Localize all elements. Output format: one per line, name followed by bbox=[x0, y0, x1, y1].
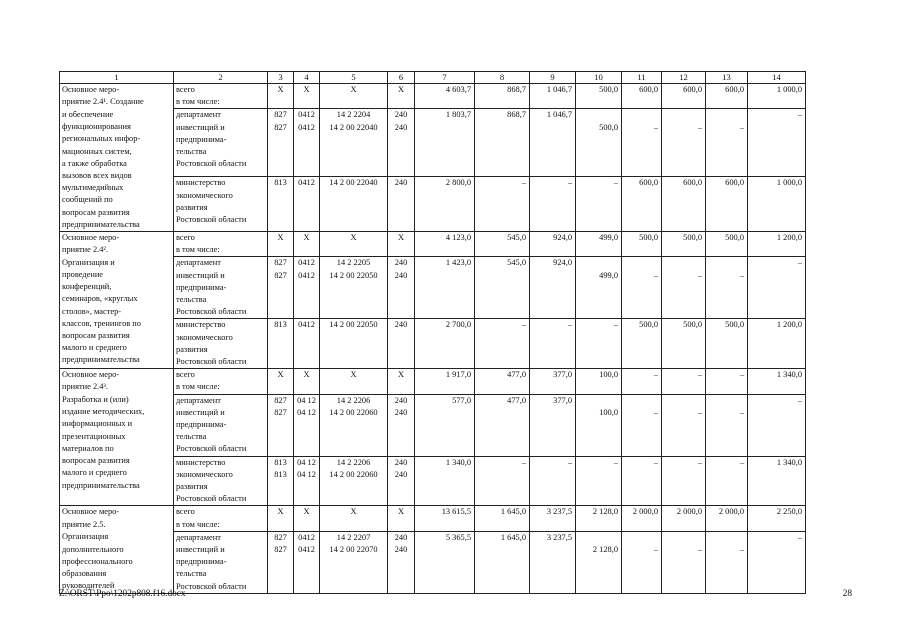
header-cell: 7 bbox=[415, 72, 475, 84]
header-cell: 4 bbox=[294, 72, 320, 84]
header-cell: 6 bbox=[388, 72, 415, 84]
header-cell: 13 bbox=[706, 72, 748, 84]
data-cell: 14 2 00 22050 bbox=[320, 319, 388, 369]
data-cell: 1 000,0 bbox=[748, 84, 806, 109]
table-row bbox=[60, 84, 806, 109]
data-cell: – bbox=[530, 177, 576, 232]
data-cell: 924,0 bbox=[530, 231, 576, 256]
header-cell: 2 bbox=[174, 72, 268, 84]
data-cell: 600,0 bbox=[622, 84, 662, 109]
data-cell: Х bbox=[388, 369, 415, 394]
data-cell: – bbox=[706, 531, 748, 593]
data-cell: 377,0 bbox=[530, 369, 576, 394]
data-cell: 500,0 bbox=[622, 319, 662, 369]
data-cell: 1 645,0 bbox=[475, 531, 530, 593]
data-cell: 545,0 bbox=[475, 257, 530, 319]
header-row bbox=[60, 72, 806, 84]
data-cell: всего в том числе: bbox=[174, 231, 268, 256]
data-cell: – bbox=[662, 456, 706, 506]
data-cell: 827 827 bbox=[268, 109, 294, 177]
data-cell: 14 2 2206 14 2 00 22060 bbox=[320, 456, 388, 506]
header-cell: 1 bbox=[60, 72, 174, 84]
data-cell: – bbox=[530, 456, 576, 506]
data-cell: 1 803,7 bbox=[415, 109, 475, 177]
data-cell: Х bbox=[320, 84, 388, 109]
data-cell: – bbox=[662, 109, 706, 177]
data-cell: 2 700,0 bbox=[415, 319, 475, 369]
data-cell: Х bbox=[320, 506, 388, 531]
data-cell: 1 200,0 bbox=[748, 319, 806, 369]
data-cell: Х bbox=[320, 369, 388, 394]
table-row bbox=[60, 394, 806, 456]
data-cell: – bbox=[622, 109, 662, 177]
data-cell: – bbox=[576, 177, 622, 232]
measure-title: Основное меро- приятие 2.4². bbox=[60, 231, 174, 256]
data-cell: 1 340,0 bbox=[748, 369, 806, 394]
data-cell: 2 128,0 bbox=[576, 506, 622, 531]
data-cell: 2 250,0 bbox=[748, 506, 806, 531]
data-cell: 827 827 bbox=[268, 257, 294, 319]
data-cell: 13 615,5 bbox=[415, 506, 475, 531]
data-cell: – bbox=[576, 319, 622, 369]
data-cell: 3 237,5 bbox=[530, 506, 576, 531]
data-cell: – bbox=[662, 531, 706, 593]
data-cell: – bbox=[706, 456, 748, 506]
data-cell: – bbox=[662, 369, 706, 394]
data-cell: 0412 0412 bbox=[294, 531, 320, 593]
data-cell: – bbox=[706, 394, 748, 456]
data-cell: департамент инвестиций и предпринима- тельства Ростовской области bbox=[174, 257, 268, 319]
data-cell: 04 12 04 12 bbox=[294, 394, 320, 456]
data-cell: 0412 0412 bbox=[294, 257, 320, 319]
data-cell: министерство экономического развития Ростовской области bbox=[174, 456, 268, 506]
data-cell: 240 bbox=[388, 177, 415, 232]
data-cell: 1 000,0 bbox=[748, 177, 806, 232]
data-cell: 500,0 bbox=[576, 84, 622, 109]
data-cell: 1 200,0 bbox=[748, 231, 806, 256]
data-cell: 600,0 bbox=[662, 177, 706, 232]
data-cell: – bbox=[706, 257, 748, 319]
table-row bbox=[60, 369, 806, 394]
data-cell: всего в том числе: bbox=[174, 506, 268, 531]
data-cell: 600,0 bbox=[706, 84, 748, 109]
data-cell: Х bbox=[294, 369, 320, 394]
data-cell: 2 128,0 bbox=[576, 531, 622, 593]
data-cell: Х bbox=[388, 506, 415, 531]
data-cell: 240 240 bbox=[388, 394, 415, 456]
data-cell: 827 827 bbox=[268, 531, 294, 593]
table-row bbox=[60, 506, 806, 531]
measure-title-cont: Организация и проведение конференций, семинаров, «круглых столов», мастер- классов, тренингов по вопросам развития малого и среднего предпринимательства bbox=[60, 257, 174, 369]
data-cell: Х bbox=[268, 506, 294, 531]
data-cell: 500,0 bbox=[622, 231, 662, 256]
data-cell: 1 340,0 bbox=[415, 456, 475, 506]
header-cell: 11 bbox=[622, 72, 662, 84]
data-cell: 14 2 2206 14 2 00 22060 bbox=[320, 394, 388, 456]
data-cell: 3 237,5 bbox=[530, 531, 576, 593]
data-cell: департамент инвестиций и предпринима- тельства Ростовской области bbox=[174, 394, 268, 456]
data-cell: 2 000,0 bbox=[662, 506, 706, 531]
measure-title-cont: и обеспечение функционирования региональных инфор- мационных систем, а также обработка вызовов всех видов мультимедийных сообщений по вопросам развития предпринимательства bbox=[60, 109, 174, 232]
data-cell: 477,0 bbox=[475, 369, 530, 394]
table-row bbox=[60, 109, 806, 177]
data-cell: – bbox=[622, 456, 662, 506]
header-cell: 5 bbox=[320, 72, 388, 84]
data-cell: 240 240 bbox=[388, 531, 415, 593]
table-row bbox=[60, 531, 806, 593]
data-cell: 500,0 bbox=[662, 231, 706, 256]
data-cell: 1 340,0 bbox=[748, 456, 806, 506]
data-cell: Х bbox=[294, 506, 320, 531]
data-cell: Х bbox=[268, 369, 294, 394]
data-cell: 600,0 bbox=[662, 84, 706, 109]
page-number: 28 bbox=[842, 589, 852, 599]
data-cell: Х bbox=[294, 231, 320, 256]
data-cell: Х bbox=[320, 231, 388, 256]
measure-title: Основное меро- приятие 2.4³. bbox=[60, 369, 174, 394]
data-cell: 04 12 04 12 bbox=[294, 456, 320, 506]
data-cell: Х bbox=[268, 84, 294, 109]
data-cell: – bbox=[662, 257, 706, 319]
table-row bbox=[60, 257, 806, 319]
data-cell: всего в том числе: bbox=[174, 84, 268, 109]
data-cell: 1 645,0 bbox=[475, 506, 530, 531]
data-cell: 477,0 bbox=[475, 394, 530, 456]
data-cell: – bbox=[748, 394, 806, 456]
data-cell: министерство экономического развития Ростовской области bbox=[174, 177, 268, 232]
data-cell: 1 423,0 bbox=[415, 257, 475, 319]
data-cell: 240 240 bbox=[388, 257, 415, 319]
data-cell: 4 603,7 bbox=[415, 84, 475, 109]
measure-title-cont: Организация дополнительного профессионального образования руководителей bbox=[60, 531, 174, 593]
data-cell: 827 827 bbox=[268, 394, 294, 456]
data-cell: – bbox=[475, 177, 530, 232]
data-cell: Х bbox=[388, 84, 415, 109]
data-cell: – bbox=[475, 456, 530, 506]
data-cell: 499,0 bbox=[576, 231, 622, 256]
data-cell: – bbox=[662, 394, 706, 456]
header-cell: 12 bbox=[662, 72, 706, 84]
data-cell: – bbox=[706, 109, 748, 177]
data-cell: 14 2 2207 14 2 00 22070 bbox=[320, 531, 388, 593]
data-cell: – bbox=[622, 531, 662, 593]
data-cell: 2 000,0 bbox=[622, 506, 662, 531]
data-cell: 100,0 bbox=[576, 369, 622, 394]
data-cell: – bbox=[576, 456, 622, 506]
data-cell: 100,0 bbox=[576, 394, 622, 456]
data-cell: всего в том числе: bbox=[174, 369, 268, 394]
data-cell: департамент инвестиций и предпринима- тельства Ростовской области bbox=[174, 531, 268, 593]
data-cell: 500,0 bbox=[706, 231, 748, 256]
data-cell: – bbox=[748, 109, 806, 177]
data-cell: департамент инвестиций и предпринима- тельства Ростовской области bbox=[174, 109, 268, 177]
data-cell: 600,0 bbox=[706, 177, 748, 232]
data-cell: 240 bbox=[388, 319, 415, 369]
data-cell: Х bbox=[388, 231, 415, 256]
data-cell: 813 813 bbox=[268, 456, 294, 506]
data-cell: – bbox=[748, 257, 806, 319]
data-cell: – bbox=[475, 319, 530, 369]
header-cell: 3 bbox=[268, 72, 294, 84]
data-cell: Х bbox=[294, 84, 320, 109]
data-cell: 545,0 bbox=[475, 231, 530, 256]
table-body bbox=[60, 72, 806, 594]
data-cell: 868,7 bbox=[475, 109, 530, 177]
data-cell: – bbox=[622, 394, 662, 456]
data-cell: 813 bbox=[268, 319, 294, 369]
data-cell: 0412 0412 bbox=[294, 109, 320, 177]
data-cell: 0412 bbox=[294, 319, 320, 369]
data-cell: 1 917,0 bbox=[415, 369, 475, 394]
data-cell: 500,0 bbox=[662, 319, 706, 369]
data-cell: 240 240 bbox=[388, 109, 415, 177]
data-cell: 577,0 bbox=[415, 394, 475, 456]
measure-title: Основное меро- приятие 2.5. bbox=[60, 506, 174, 531]
data-cell: 240 240 bbox=[388, 456, 415, 506]
data-cell: Х bbox=[268, 231, 294, 256]
header-cell: 10 bbox=[576, 72, 622, 84]
data-cell: 4 123,0 bbox=[415, 231, 475, 256]
measure-title: Основное меро- приятие 2.4¹. Создание bbox=[60, 84, 174, 109]
data-cell: 377,0 bbox=[530, 394, 576, 456]
data-cell: 600,0 bbox=[622, 177, 662, 232]
header-cell: 8 bbox=[475, 72, 530, 84]
data-cell: 868,7 bbox=[475, 84, 530, 109]
data-cell: 1 046,7 bbox=[530, 109, 576, 177]
file-path: Z:\ORST\Ppo\1202p808.f16.docx bbox=[59, 589, 186, 599]
data-cell: 2 800,0 bbox=[415, 177, 475, 232]
data-cell: 924,0 bbox=[530, 257, 576, 319]
data-cell: 14 2 2205 14 2 00 22050 bbox=[320, 257, 388, 319]
data-cell: 0412 bbox=[294, 177, 320, 232]
data-cell: – bbox=[530, 319, 576, 369]
data-cell: 14 2 00 22040 bbox=[320, 177, 388, 232]
data-cell: – bbox=[748, 531, 806, 593]
data-cell: 500,0 bbox=[576, 109, 622, 177]
header-cell: 14 bbox=[748, 72, 806, 84]
data-cell: 5 365,5 bbox=[415, 531, 475, 593]
data-cell: 14 2 2204 14 2 00 22040 bbox=[320, 109, 388, 177]
header-cell: 9 bbox=[530, 72, 576, 84]
data-cell: 499,0 bbox=[576, 257, 622, 319]
data-cell: – bbox=[706, 369, 748, 394]
data-cell: 813 bbox=[268, 177, 294, 232]
table-row bbox=[60, 231, 806, 256]
data-cell: 500,0 bbox=[706, 319, 748, 369]
measure-title-cont: Разработка и (или) издание методических, информационных и презентационных материалов по вопросам развития малого и среднего предпринимательства bbox=[60, 394, 174, 506]
budget-table bbox=[59, 71, 806, 594]
data-cell: 2 000,0 bbox=[706, 506, 748, 531]
data-cell: 1 046,7 bbox=[530, 84, 576, 109]
data-cell: – bbox=[622, 369, 662, 394]
data-cell: министерство экономического развития Ростовской области bbox=[174, 319, 268, 369]
data-cell: – bbox=[622, 257, 662, 319]
